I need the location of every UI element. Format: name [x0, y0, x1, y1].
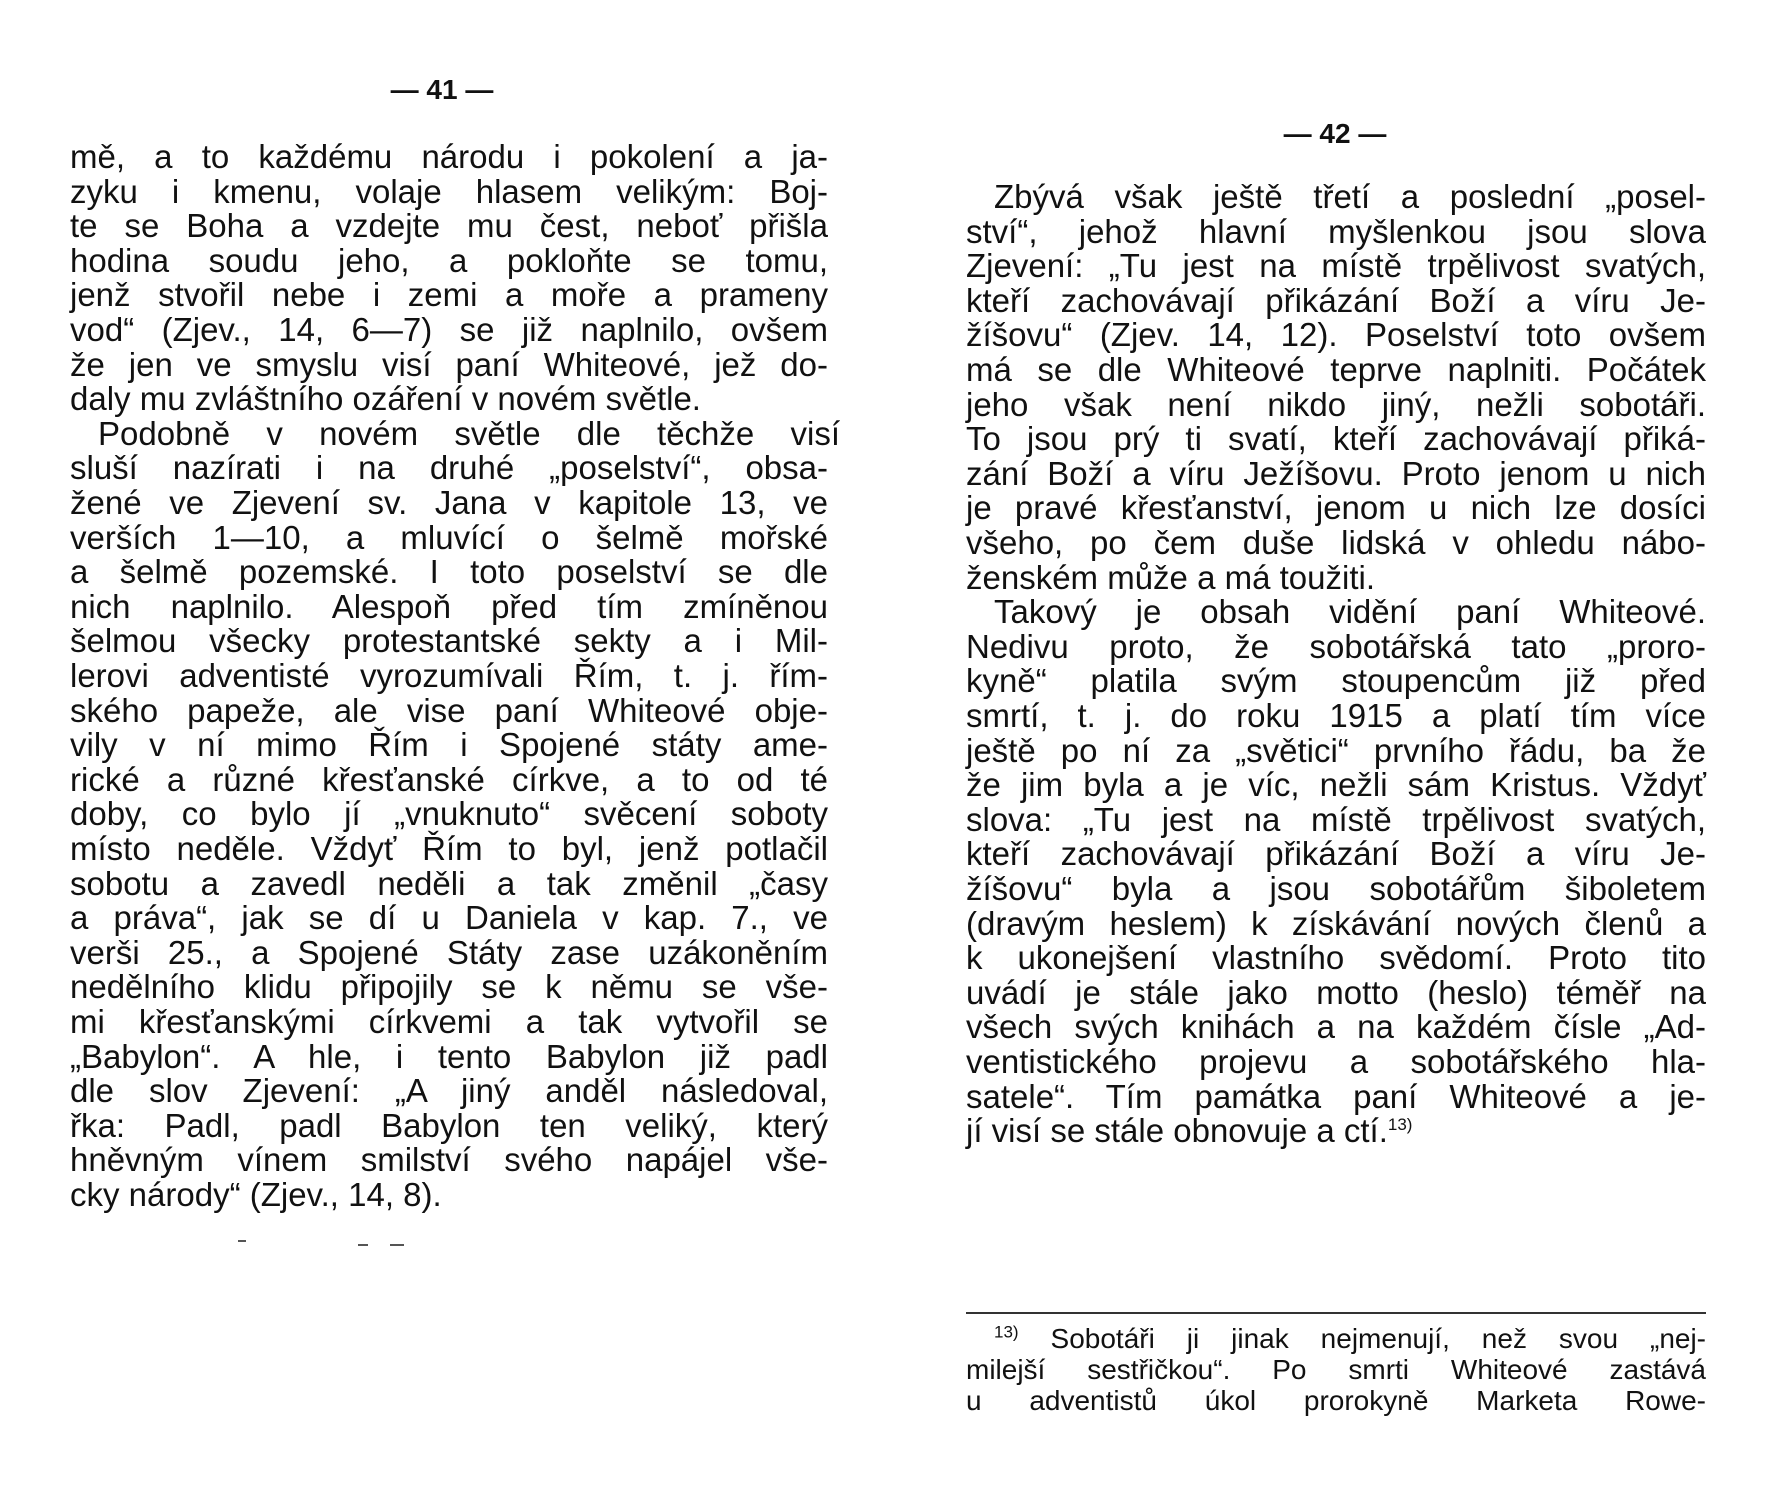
text-line: hněvným vínem smilství svého napájel vše-	[70, 1141, 828, 1179]
text-line: kteří zachovávají přikázání Boží a víru Je-	[966, 835, 1706, 873]
text-line: šelmou všecky protestantské sekty a i Mil-	[70, 622, 828, 660]
text-line: že jim byla a je víc, nežli sám Kristus. Vždyť	[966, 766, 1706, 804]
text-line: Zbývá však ještě třetí a poslední „posel-	[994, 178, 1706, 215]
text-line: zyku i kmenu, volaje hlasem velikým: Boj-	[70, 172, 828, 210]
text-line: žíšovu“ (Zjev. 14, 12). Poselství toto ovšem	[966, 316, 1706, 354]
text-line: verších 1—10, a mluvící o šelmě mořské	[70, 518, 828, 556]
text-line: všech svých knihách a na každém čísle „Ad-	[966, 1008, 1706, 1046]
text-line: kyně“ platila svým stoupencům již před	[966, 662, 1706, 700]
text-line: Nedivu proto, že sobotářská tato „proro-	[966, 627, 1706, 665]
text-line: mi křesťanskými církvemi a tak vytvořil se	[70, 1003, 828, 1040]
text-line: daly mu zvláštního ozáření v novém světle.	[70, 380, 701, 418]
text-line: řka: Padl, padl Babylon ten veliký, který	[70, 1106, 828, 1144]
text-line: zání Boží a víru Ježíšovu. Proto jenom u nich	[966, 454, 1706, 492]
text-line: ventistického projevu a sobotářského hla-	[966, 1043, 1706, 1080]
text-line: cky národy“ (Zjev., 14, 8).	[70, 1176, 442, 1213]
print-smudge	[238, 1240, 246, 1242]
text-line: vod“ (Zjev., 14, 6—7) se již naplnilo, ovšem	[70, 311, 828, 348]
text-run: jí visí se stále obnovuje a ctí.	[966, 1112, 1388, 1150]
text-line: má se dle Whiteové teprve naplniti. Počátek	[966, 351, 1706, 388]
text-line: slova: „Tu jest na místě trpělivost svatých,	[966, 800, 1706, 838]
text-line: verši 25., a Spojené Státy zase uzákoněním	[70, 933, 828, 971]
text-line: lerovi adventisté vyrozumívali Řím, t. j. řím-	[70, 657, 828, 694]
text-line: žené ve Zjevení sv. Jana v kapitole 13, ve	[70, 484, 828, 521]
text-line: satele“. Tím památka paní Whiteové a je-	[966, 1077, 1706, 1115]
text-line: že jen ve smyslu visí paní Whiteové, jež do-	[70, 345, 828, 383]
text-line: smrtí, t. j. do roku 1915 a platí tím více	[966, 697, 1706, 734]
text-line: „Babylon“. A hle, i tento Babylon již padl	[70, 1037, 828, 1075]
text-line: rické a různé křesťanské církve, a to od té	[70, 760, 828, 798]
footnote-line	[994, 1324, 1706, 1354]
text-line: sobotu a zavedl neděli a tak změnil „časy	[70, 864, 828, 902]
text-line: ještě po ní za „světici“ prvního řádu, ba že	[966, 731, 1706, 769]
footnote-reference: 13)	[1387, 1115, 1413, 1135]
page-number-right: — 42 —	[1283, 118, 1387, 149]
footnote-marker: 13)	[994, 1322, 1019, 1342]
text-line: vily v ní mimo Řím i Spojené státy ame-	[70, 726, 828, 764]
footnote-line: milejší sestřičkou“. Po smrti Whiteové zastává	[966, 1354, 1706, 1385]
text-line: kteří zachovávají přikázání Boží a víru Je-	[966, 281, 1706, 319]
footnote-line: u adventistů úkol prorokyně Marketa Rowe-	[966, 1385, 1706, 1416]
text-line: nich naplnilo. Alespoň před tím zmíněnou	[70, 587, 828, 625]
text-line: jenž stvořil nebe i zemi a moře a prameny	[70, 276, 828, 314]
text-line: ského papeže, ale vise paní Whiteové obje-	[70, 691, 828, 729]
text-line	[966, 1112, 1706, 1150]
text-line: všeho, po čem duše lidská v ohledu nábo-	[966, 524, 1706, 561]
footnote-text: Sobotáři ji jinak nejmenují, než svou „nej-	[1050, 1323, 1707, 1354]
text-line: To jsou prý ti svatí, kteří zachovávají přiká-	[966, 420, 1706, 458]
text-line: mě, a to každému národu i pokolení a ja-	[70, 138, 828, 175]
text-line: sluší nazírati i na druhé „poselství“, obsa-	[70, 449, 828, 487]
text-line: Takový je obsah vidění paní Whiteové.	[994, 593, 1706, 631]
text-line: Podobně v novém světle dle těchže visí	[98, 414, 840, 452]
print-smudge	[390, 1244, 404, 1246]
text-line: (dravým heslem) k získávání nových členů a	[966, 904, 1706, 942]
footnote-divider	[966, 1312, 1706, 1314]
text-line: nedělního klidu připojily se k němu se vše-	[70, 968, 828, 1006]
text-line: místo neděle. Vždyť Řím to byl, jenž potlačil	[70, 830, 828, 867]
page-number-left: — 41 —	[390, 74, 494, 105]
text-line: ství“, jehož hlavní myšlenkou jsou slova	[966, 212, 1706, 250]
text-line: jeho však není nikdo jiný, nežli sobotáři.	[966, 385, 1706, 423]
text-line: hodina soudu jeho, a pokloňte se tomu,	[70, 241, 828, 279]
text-line: a práva“, jak se dí u Daniela v kap. 7., ve	[70, 899, 828, 937]
text-line: ženském může a má toužiti.	[966, 558, 1375, 596]
print-smudge	[358, 1244, 368, 1246]
text-line: k ukonejšení vlastního svědomí. Proto tito	[966, 939, 1706, 977]
text-line: Zjevení: „Tu jest na místě trpělivost svatých,	[966, 247, 1706, 285]
text-line: te se Boha a vzdejte mu čest, neboť přišla	[70, 207, 828, 245]
text-line: žíšovu“ byla a jsou sobotářům šiboletem	[966, 870, 1706, 907]
text-line: dle slov Zjevení: „A jiný anděl následoval,	[70, 1072, 828, 1110]
text-line: a šelmě pozemské. I toto poselství se dle	[70, 553, 828, 591]
text-line: je pravé křesťanství, jenom u nich lze dosíci	[966, 489, 1706, 527]
text-line: doby, co bylo jí „vnuknuto“ svěcení soboty	[70, 795, 828, 833]
text-line: uvádí je stále jako motto (heslo) téměř na	[966, 973, 1706, 1011]
